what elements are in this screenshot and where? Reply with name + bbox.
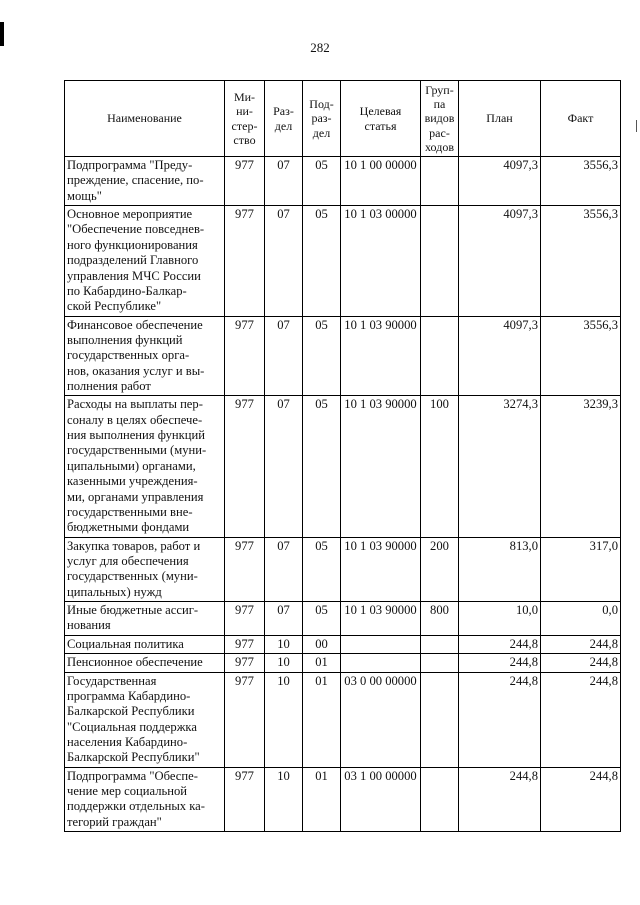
cell-group: 200 <box>421 537 459 601</box>
header-name: Наименование <box>65 81 225 157</box>
cell-ministry: 977 <box>225 157 265 206</box>
header-section: Раз- дел <box>265 81 303 157</box>
cell-plan: 244,8 <box>459 654 541 672</box>
cell-group <box>421 316 459 396</box>
cell-name: Подпрограмма "Обеспе- чение мер социальной поддержки отдельных ка- тегорий граждан" <box>65 767 225 831</box>
cell-ministry: 977 <box>225 316 265 396</box>
cell-section: 10 <box>265 767 303 831</box>
cell-plan: 244,8 <box>459 635 541 653</box>
table-row <box>65 206 621 317</box>
cell-target <box>341 654 421 672</box>
cell-target <box>341 635 421 653</box>
cell-section: 10 <box>265 654 303 672</box>
cell-fact: 244,8 <box>541 654 621 672</box>
cell-group: 800 <box>421 602 459 636</box>
table-header-row <box>65 81 621 157</box>
cell-subsection: 05 <box>303 537 341 601</box>
cell-name: Пенсионное обеспечение <box>65 654 225 672</box>
cell-fact: 244,8 <box>541 672 621 767</box>
cell-section: 07 <box>265 316 303 396</box>
cell-plan: 813,0 <box>459 537 541 601</box>
cell-fact: 3556,3 <box>541 206 621 317</box>
cell-subsection: 05 <box>303 157 341 206</box>
scan-edge-mark-right <box>636 120 637 132</box>
table-row <box>65 672 621 767</box>
cell-target: 10 1 00 00000 <box>341 157 421 206</box>
cell-target: 10 1 03 90000 <box>341 602 421 636</box>
cell-ministry: 977 <box>225 602 265 636</box>
cell-name: Иные бюджетные ассиг- нования <box>65 602 225 636</box>
cell-subsection: 01 <box>303 672 341 767</box>
cell-section: 07 <box>265 396 303 537</box>
cell-target: 03 1 00 00000 <box>341 767 421 831</box>
cell-ministry: 977 <box>225 767 265 831</box>
cell-section: 10 <box>265 635 303 653</box>
cell-group <box>421 206 459 317</box>
cell-target: 10 1 03 90000 <box>341 396 421 537</box>
budget-table <box>64 80 621 832</box>
table-row <box>65 396 621 537</box>
cell-name: Подпрограмма "Преду- преждение, спасение, по- мощь" <box>65 157 225 206</box>
cell-fact: 244,8 <box>541 767 621 831</box>
table-row <box>65 316 621 396</box>
cell-ministry: 977 <box>225 396 265 537</box>
cell-subsection: 05 <box>303 206 341 317</box>
cell-ministry: 977 <box>225 206 265 317</box>
cell-ministry: 977 <box>225 635 265 653</box>
cell-subsection: 05 <box>303 602 341 636</box>
table-row <box>65 157 621 206</box>
cell-target: 10 1 03 00000 <box>341 206 421 317</box>
cell-name: Государственная программа Кабардино- Балкарской Республики "Социальная поддержка населения Кабардино- Балкарской Республики" <box>65 672 225 767</box>
table-body <box>65 157 621 832</box>
table-row <box>65 767 621 831</box>
header-subsection: Под- раз- дел <box>303 81 341 157</box>
page-number: 282 <box>310 40 330 55</box>
cell-plan: 4097,3 <box>459 206 541 317</box>
cell-plan: 4097,3 <box>459 316 541 396</box>
cell-section: 10 <box>265 672 303 767</box>
header-group: Груп- па видов рас- ходов <box>421 81 459 157</box>
cell-subsection: 01 <box>303 654 341 672</box>
cell-group <box>421 672 459 767</box>
cell-target: 10 1 03 90000 <box>341 537 421 601</box>
cell-plan: 244,8 <box>459 672 541 767</box>
cell-name: Финансовое обеспечение выполнения функций государственных орга- нов, оказания услуг и вы- полнения работ <box>65 316 225 396</box>
cell-section: 07 <box>265 157 303 206</box>
table-row <box>65 602 621 636</box>
cell-name: Социальная политика <box>65 635 225 653</box>
table-row <box>65 654 621 672</box>
cell-plan: 3274,3 <box>459 396 541 537</box>
cell-plan: 244,8 <box>459 767 541 831</box>
cell-group <box>421 654 459 672</box>
cell-group: 100 <box>421 396 459 537</box>
cell-plan: 4097,3 <box>459 157 541 206</box>
cell-name: Закупка товаров, работ и услуг для обеспечения государственных (муни- ципальных) нужд <box>65 537 225 601</box>
cell-ministry: 977 <box>225 654 265 672</box>
table-row <box>65 635 621 653</box>
header-fact: Факт <box>541 81 621 157</box>
cell-subsection: 05 <box>303 316 341 396</box>
cell-section: 07 <box>265 537 303 601</box>
table-row <box>65 537 621 601</box>
cell-ministry: 977 <box>225 672 265 767</box>
cell-subsection: 01 <box>303 767 341 831</box>
cell-fact: 3556,3 <box>541 316 621 396</box>
header-target: Целевая статья <box>341 81 421 157</box>
cell-group <box>421 767 459 831</box>
cell-fact: 3239,3 <box>541 396 621 537</box>
cell-section: 07 <box>265 206 303 317</box>
cell-fact: 0,0 <box>541 602 621 636</box>
cell-subsection: 00 <box>303 635 341 653</box>
cell-group <box>421 635 459 653</box>
cell-target: 10 1 03 90000 <box>341 316 421 396</box>
cell-fact: 244,8 <box>541 635 621 653</box>
cell-target: 03 0 00 00000 <box>341 672 421 767</box>
cell-subsection: 05 <box>303 396 341 537</box>
cell-name: Основное мероприятие "Обеспечение повседнев- ного функционирования подразделений Главного управления МЧС России по Кабардино-Балкар- ской Республике" <box>65 206 225 317</box>
cell-name: Расходы на выплаты пер- соналу в целях обеспече- ния выполнения функций государственными (муни- ципальными) органами, казенными учреждения- ми, органами управления государственными вне- бюджетными фондами <box>65 396 225 537</box>
cell-ministry: 977 <box>225 537 265 601</box>
cell-plan: 10,0 <box>459 602 541 636</box>
cell-group <box>421 157 459 206</box>
header-ministry: Ми- ни- стер- ство <box>225 81 265 157</box>
cell-fact: 3556,3 <box>541 157 621 206</box>
cell-section: 07 <box>265 602 303 636</box>
cell-fact: 317,0 <box>541 537 621 601</box>
header-plan: План <box>459 81 541 157</box>
